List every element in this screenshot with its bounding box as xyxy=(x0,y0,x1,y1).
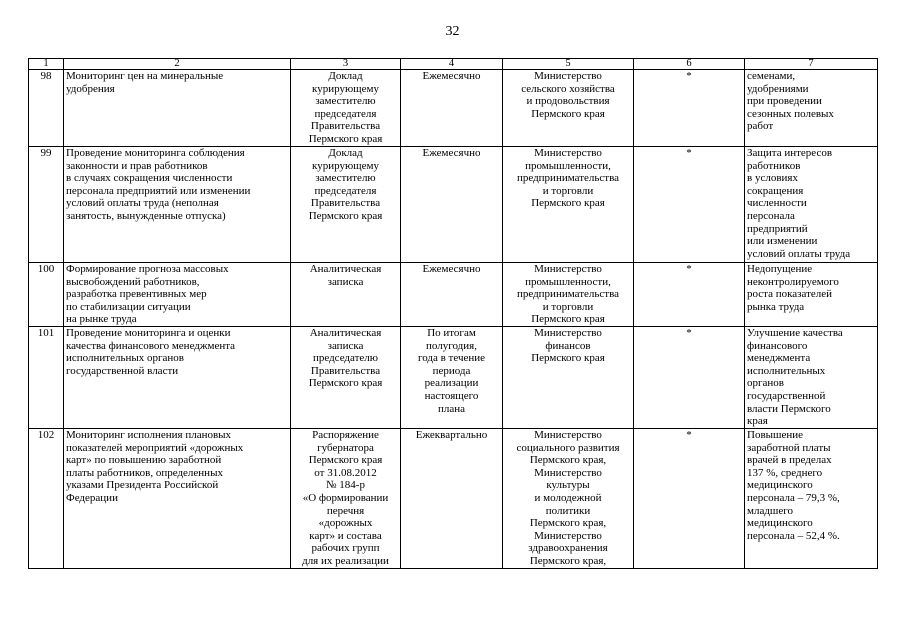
result-cell: Недопущение неконтролируемого роста показателей рынка труда xyxy=(745,263,878,327)
column-header: 4 xyxy=(401,59,503,70)
activity-cell: Формирование прогноза массовых высвобождений работников, разработка превентивных мер по стабилизации ситуации на рынке труда xyxy=(64,263,291,327)
row-number: 99 xyxy=(29,147,64,263)
table-row xyxy=(29,327,878,429)
table-row xyxy=(29,147,878,263)
mark-cell: * xyxy=(634,147,745,263)
page-number: 32 xyxy=(445,24,460,39)
result-cell: Защита интересов работников в условиях сокращения численности персонала предприятий или изменении условий оплаты труда xyxy=(745,147,878,263)
period-cell: Ежеквартально xyxy=(401,429,503,569)
document-cell: Доклад курирующему заместителю председателя Правительства Пермского края xyxy=(291,70,401,147)
executor-cell: Министерство социального развития Пермского края, Министерство культуры и молодежной политики Пермского края, Министерство здравоохранения Пермского края, xyxy=(503,429,634,569)
column-header: 5 xyxy=(503,59,634,70)
column-header: 6 xyxy=(634,59,745,70)
result-cell: Улучшение качества финансового менеджмента исполнительных органов государственной власти Пермского края xyxy=(745,327,878,429)
period-cell: Ежемесячно xyxy=(401,263,503,327)
document-cell: Аналитическая записка председателю Правительства Пермского края xyxy=(291,327,401,429)
result-cell: Повышение заработной платы врачей в пределах 137 %, среднего медицинского персонала – 79,3 %, младшего медицинского персонала – 52,4 %. xyxy=(745,429,878,569)
mark-cell: * xyxy=(634,327,745,429)
row-number: 98 xyxy=(29,70,64,147)
column-header: 1 xyxy=(29,59,64,70)
executor-cell: Министерство промышленности, предпринимательства и торговли Пермского края xyxy=(503,147,634,263)
document-cell: Доклад курирующему заместителю председателя Правительства Пермского края xyxy=(291,147,401,263)
plan-table xyxy=(28,58,878,569)
column-header: 7 xyxy=(745,59,878,70)
executor-cell: Министерство финансов Пермского края xyxy=(503,327,634,429)
column-number-row xyxy=(29,59,878,70)
column-header: 3 xyxy=(291,59,401,70)
result-cell: семенами, удобрениями при проведении сезонных полевых работ xyxy=(745,70,878,147)
mark-cell: * xyxy=(634,429,745,569)
executor-cell: Министерство сельского хозяйства и продовольствия Пермского края xyxy=(503,70,634,147)
document-cell: Распоряжение губернатора Пермского края от 31.08.2012 № 184-р «О формировании перечня «дорожных карт» и состава рабочих групп для их реализации xyxy=(291,429,401,569)
activity-cell: Мониторинг исполнения плановых показателей мероприятий «дорожных карт» по повышению заработной платы работников, определенных указами Президента Российской Федерации xyxy=(64,429,291,569)
column-header: 2 xyxy=(64,59,291,70)
executor-cell: Министерство промышленности, предпринимательства и торговли Пермского края xyxy=(503,263,634,327)
row-number: 101 xyxy=(29,327,64,429)
mark-cell: * xyxy=(634,70,745,147)
table-row xyxy=(29,263,878,327)
mark-cell: * xyxy=(634,263,745,327)
period-cell: Ежемесячно xyxy=(401,70,503,147)
table-row xyxy=(29,70,878,147)
period-cell: Ежемесячно xyxy=(401,147,503,263)
row-number: 102 xyxy=(29,429,64,569)
activity-cell: Мониторинг цен на минеральные удобрения xyxy=(64,70,291,147)
activity-cell: Проведение мониторинга соблюдения законности и прав работников в случаях сокращения численности персонала предприятий или изменении условий оплаты труда (неполная занятость, вынужденные отпуска) xyxy=(64,147,291,263)
row-number: 100 xyxy=(29,263,64,327)
document-cell: Аналитическая записка xyxy=(291,263,401,327)
table-row xyxy=(29,429,878,569)
activity-cell: Проведение мониторинга и оценки качества финансового менеджмента исполнительных органов государственной власти xyxy=(64,327,291,429)
period-cell: По итогам полугодия, года в течение периода реализации настоящего плана xyxy=(401,327,503,429)
